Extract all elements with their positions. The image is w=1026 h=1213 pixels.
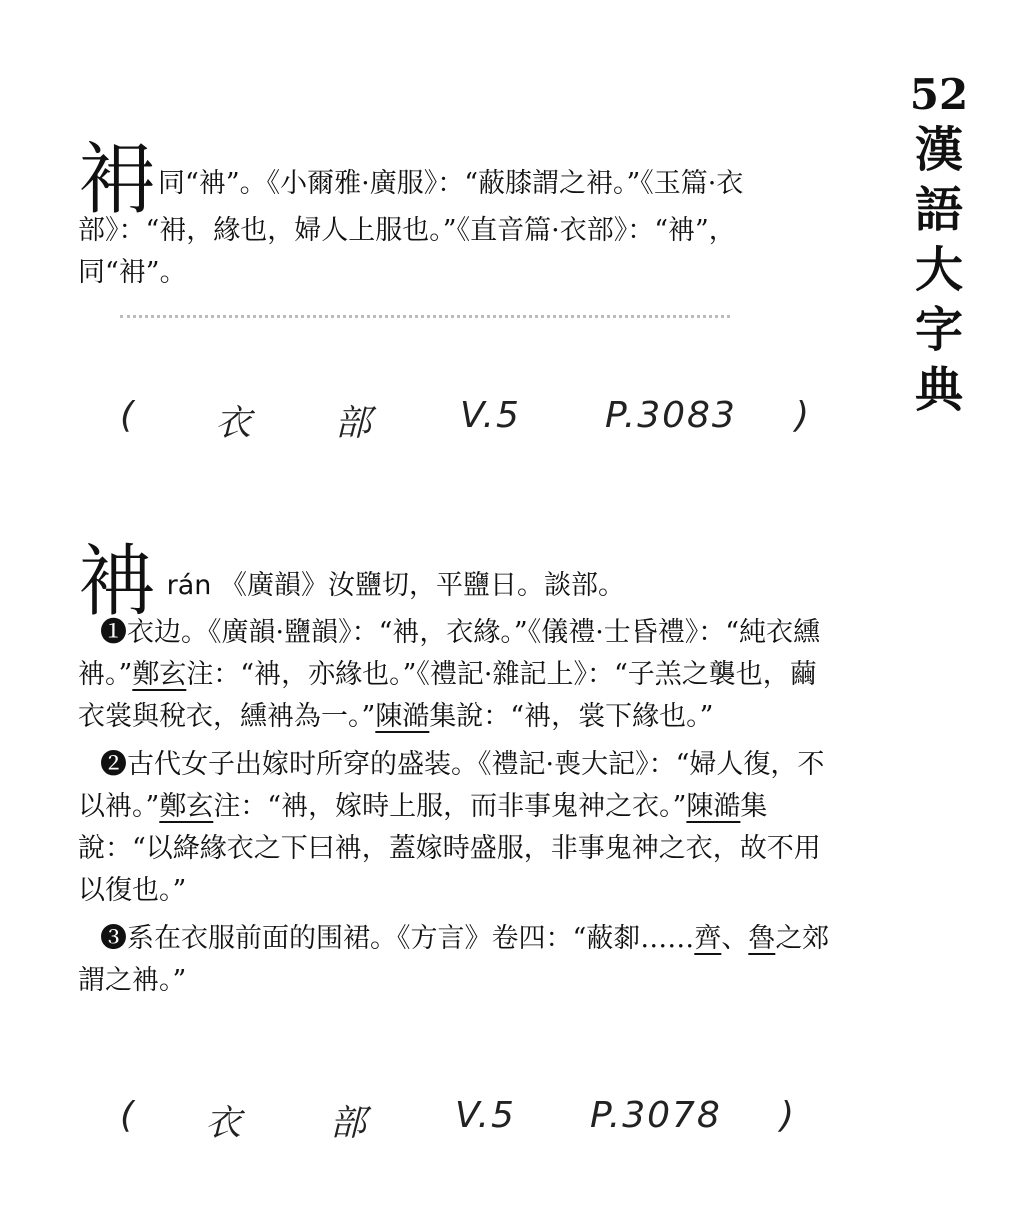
sense-text: 注：“袡，亦緣也。”《禮記·雜記上》：“子羔之襲也，繭衣裳與稅衣，纁袡為一。” <box>78 659 817 732</box>
entry-head-character: 袡 <box>78 537 157 627</box>
note-page: P.3078 <box>590 1095 722 1136</box>
sense-2 <box>78 744 838 912</box>
place-name: 齊 <box>694 923 722 954</box>
entry-reading: 《廣韻》汝鹽切，平鹽日。談部。 <box>219 570 625 601</box>
sense-text: 注：“袡，嫁時上服，而非事鬼神之衣。” <box>213 791 687 822</box>
sense-1 <box>78 612 838 738</box>
person-name: 陳澔 <box>375 701 430 732</box>
book-title-label <box>904 70 974 420</box>
entry-pinyin: rán <box>166 570 212 601</box>
handwritten-reference-2 <box>120 1095 840 1155</box>
separator: 、 <box>721 923 749 954</box>
sense-text: 集說：“以絳緣衣之下曰袡，蓋嫁時盛服，非事鬼神之衣，故不用以復也。” <box>78 791 821 906</box>
dictionary-entry-2 <box>78 537 838 1002</box>
page-number: 52 <box>909 70 969 119</box>
person-name: 鄭玄 <box>132 659 187 690</box>
dictionary-entry-1 <box>78 135 838 294</box>
sense-text: ❸系在衣服前面的围裙。《方言》卷四：“蔽厀…… <box>100 923 695 954</box>
note-volume: V.5 <box>455 1095 516 1136</box>
person-name: 陳澔 <box>686 791 741 822</box>
note-close-paren: ) <box>795 395 812 436</box>
faint-scan-line <box>120 315 730 324</box>
book-title: 漢 語 大 字 典 <box>914 122 963 418</box>
sense-text: ❶衣边。《廣韻·鹽韻》：“袡，衣緣。”《儀禮·士昏禮》：“純衣纁袡。” <box>78 617 821 690</box>
entry-definition: 同“袡”。《小爾雅·廣服》：“蔽膝謂之衻。”《玉篇·衣部》：“衻，緣也，婦人上服也。”《直音篇·衣部》：“袡”，同“衻”。 <box>78 168 744 288</box>
sense-3 <box>78 918 838 1002</box>
note-section: 部 <box>335 403 374 444</box>
sense-text: 集說：“袡，裳下緣也。” <box>429 701 714 732</box>
note-page: P.3083 <box>605 395 737 436</box>
entry-head-character: 衻 <box>78 135 157 225</box>
sense-text: ❷古代女子出嫁时所穿的盛装。《禮記·喪大記》：“婦人復，不以袡。” <box>78 749 825 822</box>
place-name: 魯 <box>748 923 776 954</box>
note-volume: V.5 <box>460 395 521 436</box>
note-radical: 衣 <box>205 1103 244 1144</box>
handwritten-reference-1 <box>120 395 840 455</box>
note-radical: 衣 <box>215 403 254 444</box>
note-close-paren: ) <box>780 1095 797 1136</box>
sense-text: 之郊謂之袡。” <box>78 923 830 996</box>
note-open-paren: ( <box>120 395 137 436</box>
note-section: 部 <box>330 1103 369 1144</box>
person-name: 鄭玄 <box>159 791 214 822</box>
note-open-paren: ( <box>120 1095 137 1136</box>
